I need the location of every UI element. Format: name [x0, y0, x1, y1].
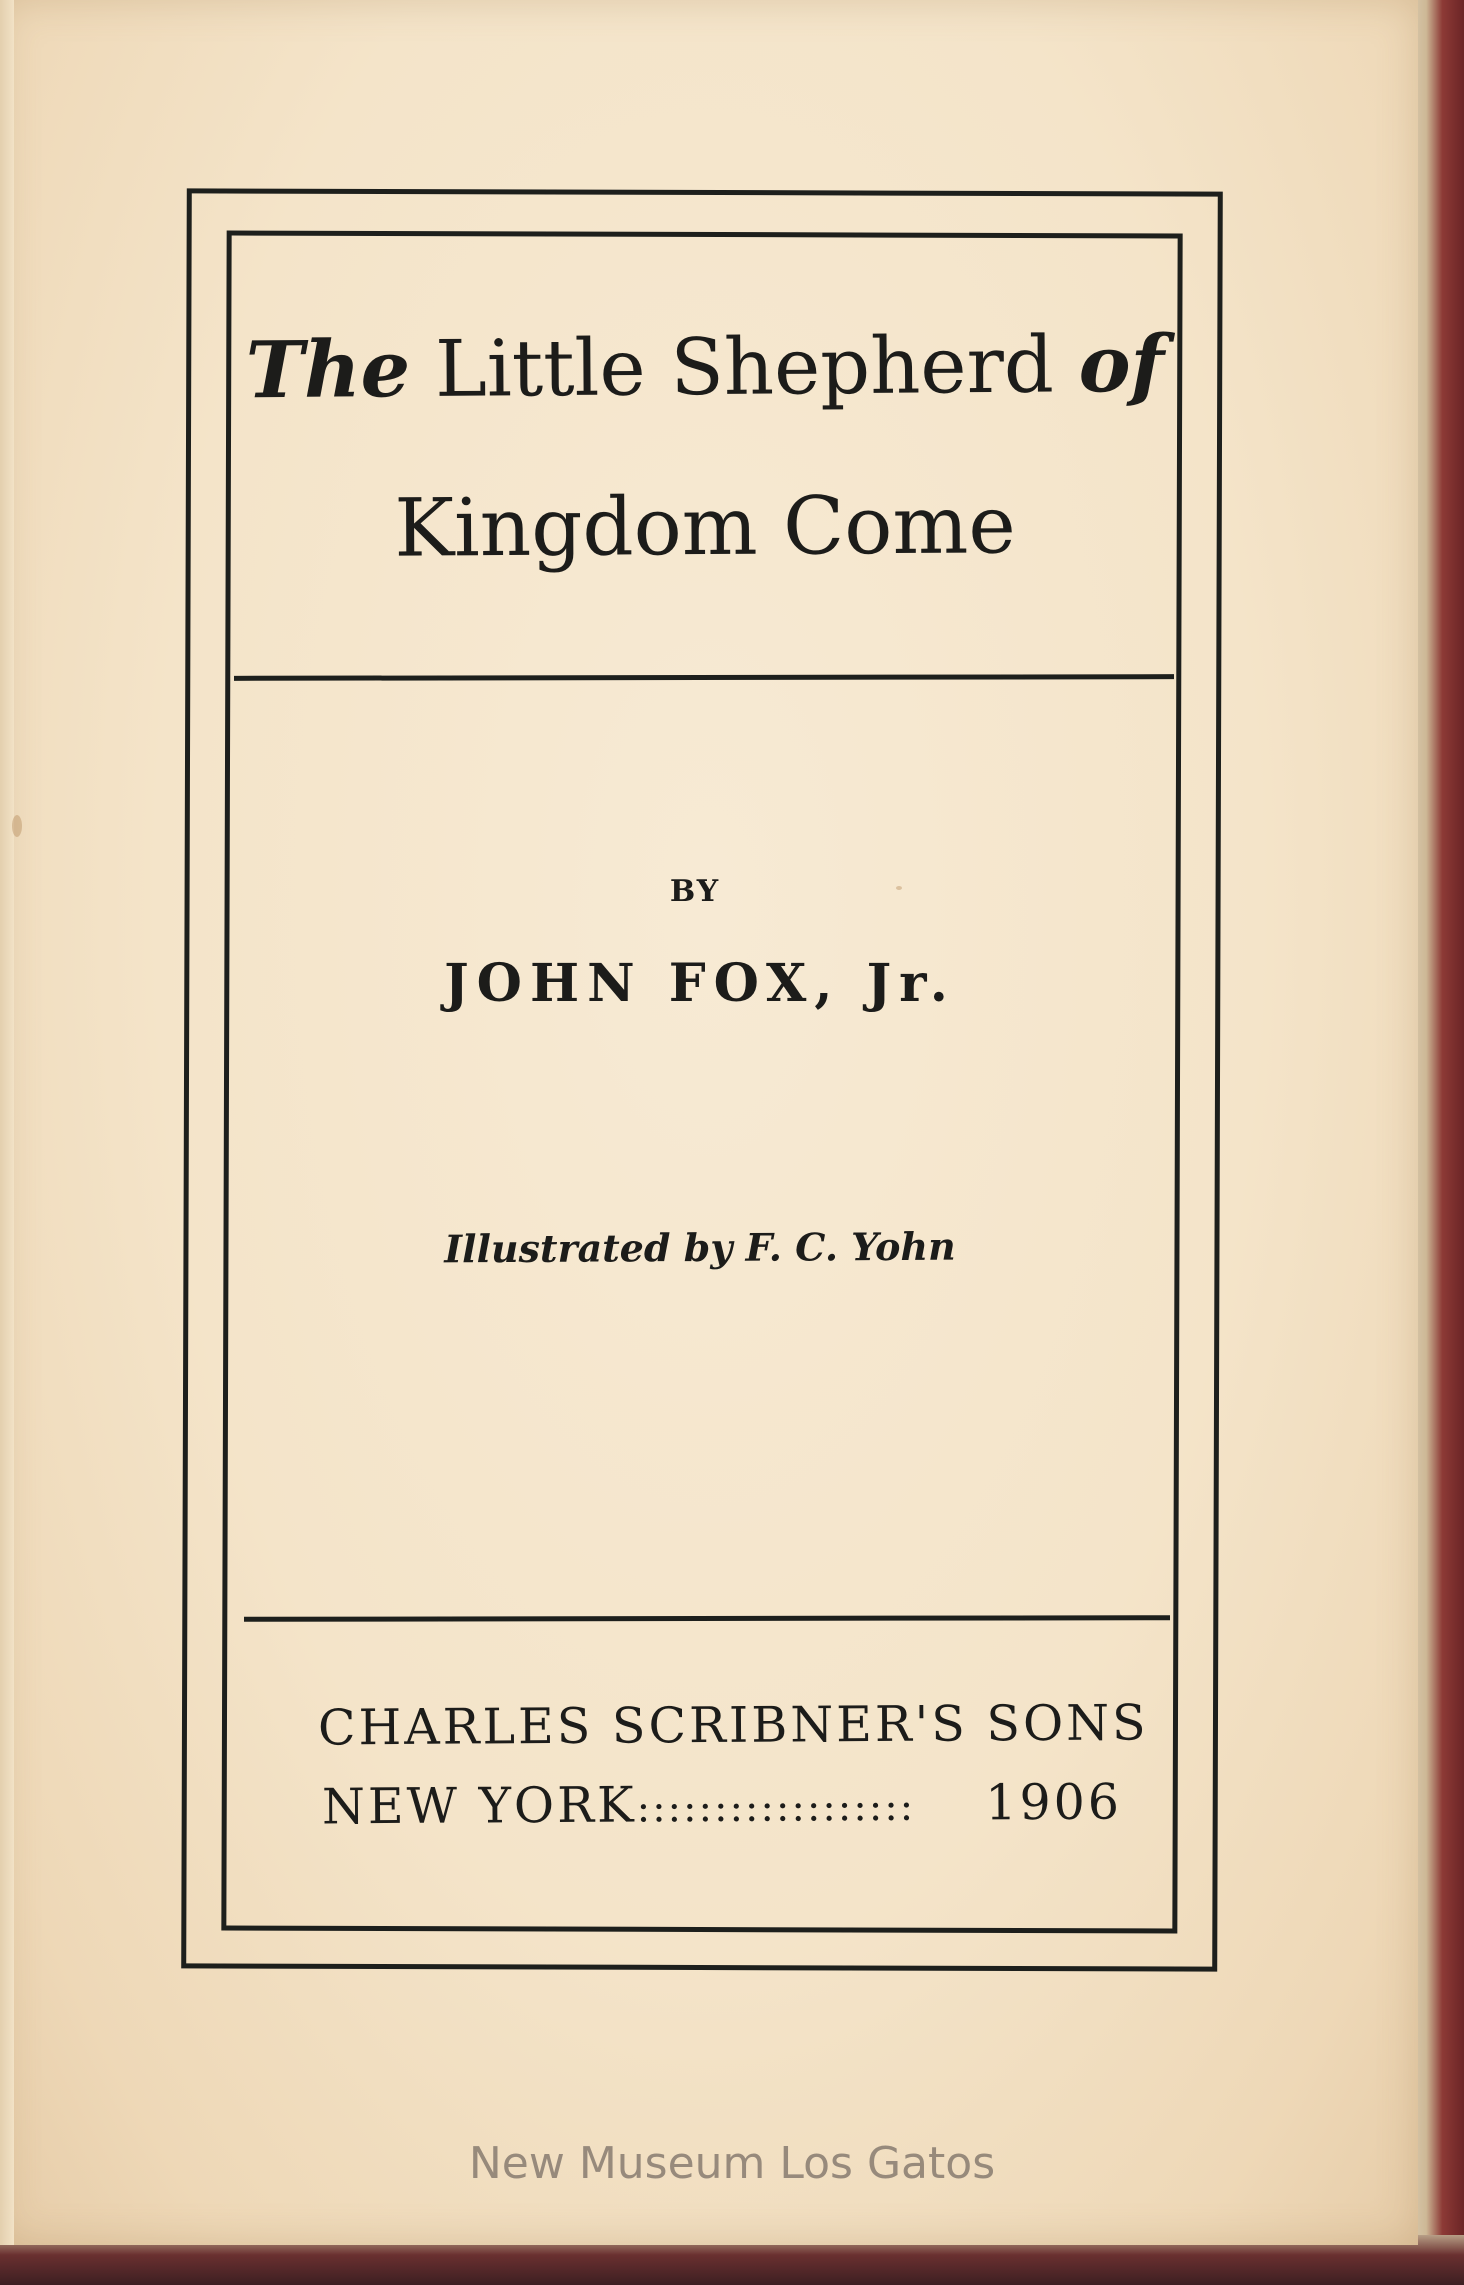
- book-title-line-2: Kingdom Come: [394, 478, 1016, 575]
- title-word-of: of: [1078, 318, 1165, 411]
- by-label: BY: [669, 874, 721, 909]
- book-cover-edge: [1410, 0, 1464, 2285]
- page-gutter: [0, 0, 14, 2245]
- imprint-line: [322, 1774, 1122, 1836]
- publisher-name: CHARLES SCRIBNER'S SONS: [317, 1694, 1149, 1757]
- title-words-main: Little Shepherd: [409, 320, 1079, 416]
- imprint-year: 1906: [985, 1773, 1123, 1832]
- author-name: JOHN FOX, Jr.: [444, 953, 956, 1014]
- imprint-city: NEW YORK: [321, 1776, 637, 1836]
- illustrator-credit: Illustrated by F. C. Yohn: [444, 1223, 956, 1272]
- book-title-line-1: [230, 319, 1181, 417]
- museum-watermark: New Museum Los Gatos: [468, 2138, 996, 2189]
- imprint-dots: ::::::::::::::::::: [636, 1783, 916, 1832]
- title-word-the: The: [245, 324, 411, 417]
- foxing-spot: [12, 815, 22, 837]
